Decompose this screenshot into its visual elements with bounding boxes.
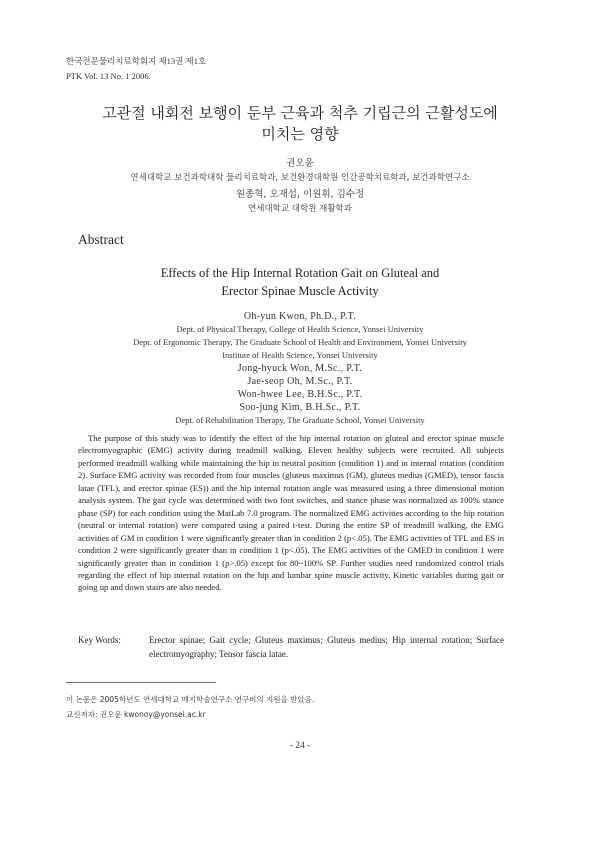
keywords-label: Key Words: [78,635,121,645]
journal-name-korean: 한국전문물리치료학회지 제13권 제1호 [66,56,207,66]
funding-footnote: 이 논문은 2005학년도 연세대학교 매지학술연구소 연구비의 지원을 받았음. [66,695,315,704]
korean-title-line1: 고관절 내회전 보행이 둔부 근육과 척추 기립근의 근활성도에 [102,104,498,122]
korean-title [60,103,540,145]
korean-authors-block [40,157,560,216]
abstract-heading: Abstract [78,232,124,247]
english-affiliation1-line3: Institute of Health Science, Yonsei University [222,350,378,360]
korean-title-line2: 미치는 영향 [261,125,339,143]
page-number: - 24 - [289,741,311,751]
english-affiliation1-line1: Dept. of Physical Therapy, College of Health Science, Yonsei University [176,324,424,334]
abstract-body: The purpose of this study was to identify the effect of the hip internal rotation on gluteal and erector spinae muscle electromyographic (EMG) activity during treadmill walking. Eleven healthy subjects were recruited. All subjects performed treadmill walking while maintaining the hip in neutral position (condition 1) and in internal rotation (condition 2). Surface EMG activity was recorded from four muscles (gluteus maximus (GM), gluteus medius (GMED), tensor fascia latae (TFL), and erector spinae (ES)) and the hip internal rotation angle was measured using a three dimensional motion analysis system. The gait cycle was determined with two foot switches, and stance phase was normalized as 100% stance phase (SP) for each condition using the MatLab 7.0 program. The normalized EMG activities according to the hip rotation (neutral or internal rotation) were compared using a paired t-test. During the entire SP of treadmill walking, the EMG activities of GM in condition 1 were significantly greater than in condition 2 (p<.05). The EMG activities of TFL and ES in condition 2 were significantly greater than in condition 1 (p<.05). The EMG activities of the GMED in condition 1 were significantly greater than in condition 1 (p>.05) except for 80~100% SP. Further studies need randomized control trials regarding the effect of hip internal rotation on the hip and lumbar spine muscle activity. Kinetic variables during gait or going up and down stairs are also needed. [78,433,504,593]
corresponding-author-footnote: 교신저자: 권오윤 kwonoy@yonsei.ac.kr [66,710,206,719]
journal-volume-info: PTK Vol. 13 No. 1 2006. [66,71,151,81]
english-title-line1: Effects of the Hip Internal Rotation Gait on Gluteal and [160,266,440,280]
english-title [60,264,540,300]
english-author3: Jae-seop Oh, M.Sc., P.T. [247,376,353,387]
keywords-text: Erector spinae; Gait cycle; Gluteus maximus; Gluteus medius; Hip internal rotation; Surface electromyography; Tensor fascia latae. [149,635,504,659]
korean-affiliation2: 연세대학교 대학원 재활학과 [248,204,352,214]
journal-header [66,54,206,84]
footnote-divider [66,682,216,683]
korean-authors2: 원종혁, 오재섭, 이원휘, 김수정 [235,189,365,200]
korean-author1: 권오윤 [286,158,314,169]
english-author4: Won-hwee Lee, B.H.Sc., P.T. [237,389,363,400]
english-affiliation2: Dept. of Rehabilitation Therapy, The Graduate School, Yonsei University [175,415,425,425]
english-author5: Soo-jung Kim, B.H.Sc., P.T. [239,402,361,413]
english-authors-block [40,310,560,427]
english-affiliation1-line2: Dept. of Ergonomic Therapy, The Graduate School of Health and Environment, Yonsei University [133,337,467,347]
korean-affiliation1: 연세대학교 보건과학대학 물리치료학과, 보건환경대학원 인간공학치료학과, 보건과학연구소 [130,173,470,183]
english-author1: Oh-yun Kwon, Ph.D., P.T. [243,311,357,322]
footnotes [66,692,314,722]
english-author2: Jong-hyuck Won, M.Sc., P.T. [237,363,363,374]
english-title-line2: Erector Spinae Muscle Activity [221,284,379,298]
